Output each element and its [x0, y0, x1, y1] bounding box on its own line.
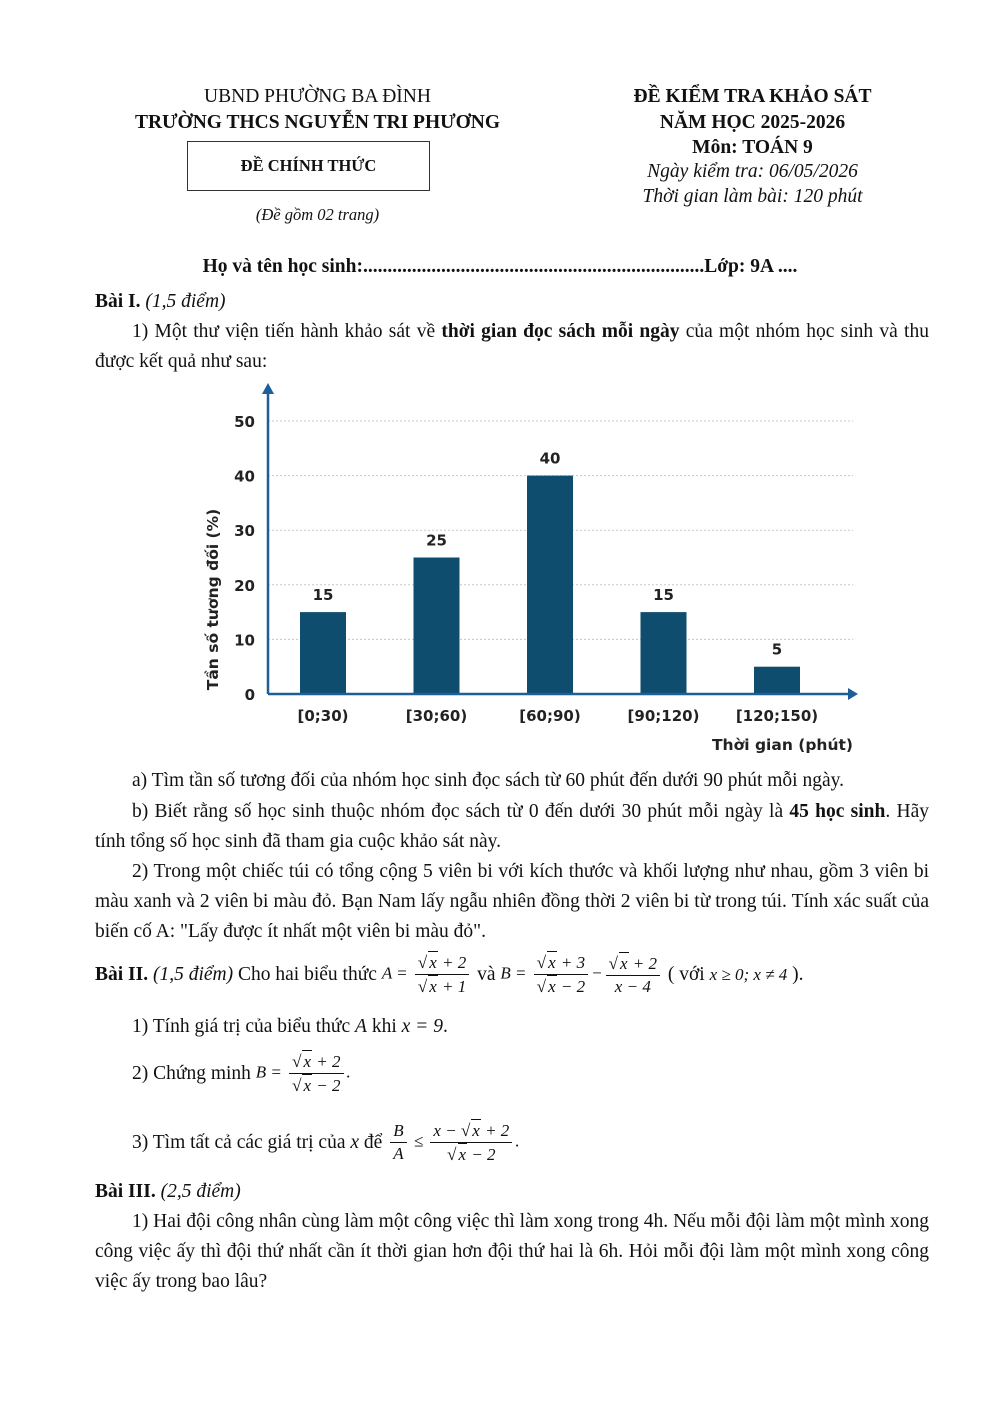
bai1-qb-text: b) Biết rằng số học sinh thuộc nhóm đọc sách từ 0 đến dưới 30 phút mỗi ngày là — [132, 801, 790, 822]
x-tick-label: [60;90) — [519, 707, 581, 725]
x-tick-label: [120;150) — [735, 707, 819, 725]
bai2-intro: Cho hai biểu thức — [238, 963, 377, 985]
subject: Môn: TOÁN 9 — [692, 137, 813, 158]
x-tick-label: [0;30) — [297, 707, 349, 725]
bai3-q1: 1) Hai đội công nhân cùng làm một công việc thì làm xong trong 4h. Nếu mỗi đội làm một mình xong công việc ấy thì đội thứ nhất cần ít thời gian hơn đội thứ hai là 6h. Hỏi mỗi đội làm một mình xong công việc ấy trong bao lâu? — [95, 1211, 929, 1292]
bai1-q2: 2) Trong một chiếc túi có tổng cộng 5 viên bi với kích thước và khối lượng như nhau, gồm 3 viên bi màu xanh và 2 viên bi màu đỏ. Bạn Nam lấy ngẫu nhiên đồng thời 2 viên bi từ trong túi. Tính xác suất của biến cố A: "Lấy được ít nhất một viên bi màu đỏ". — [95, 861, 929, 942]
bai2-q2-expr: B = $\frac{√ x + 2}{√ x - 2}$ . — [255, 1052, 351, 1095]
y-axis-title: Tần số tương đối (%) — [204, 508, 222, 691]
bai3-points: (2,5 điểm) — [160, 1181, 241, 1202]
bar — [414, 558, 460, 695]
bar — [641, 612, 687, 694]
y-axis-arrow — [262, 383, 274, 394]
y-tick-label: 30 — [234, 522, 255, 541]
student-name-label: Họ và tên học sinh:...................................................................... — [202, 256, 705, 277]
bai2-q1-expr: x = 9 — [401, 1016, 443, 1037]
reading-time-bar-chart — [190, 380, 870, 760]
bai2-condition-close: ). — [792, 963, 804, 985]
y-tick-label: 10 — [234, 631, 255, 650]
school-authority: UBND PHƯỜNG BA ĐÌNH — [204, 86, 431, 107]
official-exam-label: ĐỀ CHÍNH THỨC — [240, 156, 377, 175]
bai2-q3-text: 3) Tìm tất cả các giá trị của — [132, 1131, 346, 1153]
bai1-title: Bài I. — [95, 291, 141, 312]
bai2-q3 — [132, 1119, 520, 1166]
bai3-title: Bài III. — [95, 1181, 156, 1202]
bai1-qa: a) Tìm tần số tương đối của nhóm học sinh đọc sách từ 60 phút đến dưới 90 phút mỗi ngày. — [132, 770, 844, 791]
bai2-q1-text: 1) Tính giá trị của biểu thức — [132, 1016, 351, 1037]
school-year: NĂM HỌC 2025-2026 — [659, 112, 846, 133]
bar-data-label: 40 — [539, 449, 561, 468]
y-tick-label: 50 — [234, 413, 255, 431]
bar-data-label: 25 — [426, 531, 447, 550]
pages-note: (Đề gồm 02 trang) — [255, 205, 380, 224]
expr-a: A = $\frac{√ x + 2}{√ x + 1}$ — [382, 951, 472, 998]
bai1-qb-bold: 45 học sinh — [789, 801, 886, 822]
bai1-points: (1,5 điểm) — [145, 291, 226, 312]
bai2-q3-expr: $\frac{B}{A}$ ≤ $\frac{x - √ x + 2}{√ x - 2}$ . — [387, 1119, 519, 1166]
bai1-q1 — [95, 317, 929, 377]
official-exam-box — [187, 141, 430, 191]
y-tick-label: 0 — [244, 686, 255, 704]
bar — [300, 612, 346, 694]
bai1-qb-text-2: . Hãy tính tổng số học sinh đã tham gia cuộc khảo sát này. — [95, 801, 929, 852]
bar-data-label: 5 — [771, 640, 783, 659]
bar — [754, 667, 800, 694]
y-tick-label: 20 — [234, 576, 255, 595]
bai2-q1: 1) Tính giá trị của biểu thức A khi x = 9. — [132, 1016, 448, 1037]
expr-b-fraction-2: $\frac{√ x + 2}{x - 4}$ — [606, 952, 660, 998]
expr-b: B = $\frac{√ x + 3}{√ x - 2}$ − $\frac{√ x + 2}{x - 4}$ — [500, 951, 663, 998]
bai1-q1-text: 1) Một thư viện tiến hành khảo sát về — [132, 321, 442, 342]
bai2-q2 — [132, 1050, 351, 1097]
exam-duration: Thời gian làm bài: 120 phút — [642, 186, 863, 207]
student-info-line — [0, 256, 1000, 278]
bai1-qb — [95, 797, 929, 857]
expr-a-fraction: $\frac{√ x + 2}{√ x + 1}$ — [415, 951, 469, 998]
bai2-condition: ( với — [667, 963, 705, 985]
y-tick-label: 40 — [234, 467, 255, 486]
x-tick-label: [30;60) — [405, 707, 468, 725]
x-axis-title: Thời gian (phút) — [711, 736, 853, 754]
bai1-q1-text-2: của một nhóm học sinh và thu được kết quả như sau: — [95, 321, 929, 372]
school-name: TRƯỜNG THCS NGUYỄN TRI PHƯƠNG — [134, 112, 501, 133]
bar — [527, 476, 573, 694]
bai3-heading — [95, 1181, 241, 1203]
bai2-points: (1,5 điểm) — [152, 963, 234, 985]
bai2-q3-de: để — [363, 1131, 383, 1153]
class-label: Lớp: 9A .... — [704, 256, 798, 277]
exam-date: Ngày kiểm tra: 06/05/2026 — [647, 161, 858, 182]
bai2-condition-expr: x ≥ 0; x ≠ 4 — [709, 964, 788, 984]
bai2-statement — [95, 951, 804, 998]
bai2-title: Bài II. — [95, 963, 149, 985]
x-tick-label: [90;120) — [627, 707, 700, 725]
bai2-and: và — [477, 963, 496, 985]
exam-title: ĐỀ KIỂM TRA KHẢO SÁT — [633, 86, 872, 107]
bai1-heading — [95, 291, 226, 313]
bar-data-label: 15 — [653, 586, 674, 605]
x-axis-arrow — [848, 688, 858, 700]
bai2-q1-when: khi — [371, 1016, 397, 1037]
bai1-q1-bold: thời gian đọc sách mỗi ngày — [441, 321, 680, 342]
bai2-q2-text: 2) Chứng minh — [132, 1062, 251, 1084]
expr-b-fraction-1: $\frac{√ x + 3}{√ x - 2}$ — [534, 951, 588, 998]
bai2-q3-var: x — [350, 1131, 360, 1153]
bai2-q1-var: A — [355, 1016, 367, 1037]
bar-data-label: 15 — [312, 586, 334, 605]
